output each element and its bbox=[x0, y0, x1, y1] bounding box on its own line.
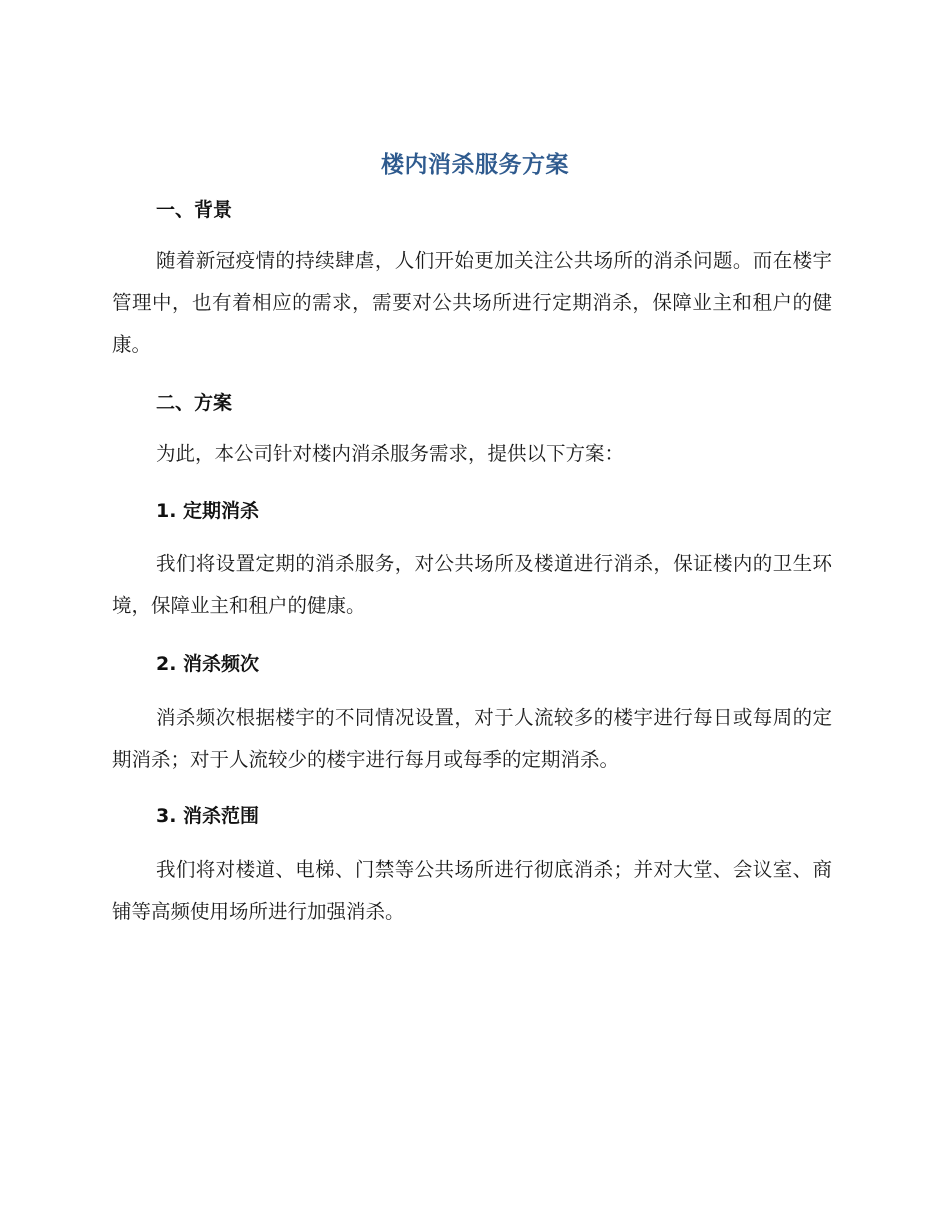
section-heading-plan: 二、方案 bbox=[156, 392, 233, 414]
subheading-disinfection-scope: 3. 消杀范围 bbox=[156, 805, 260, 827]
subheading-disinfection-frequency: 2. 消杀频次 bbox=[156, 653, 260, 675]
paragraph-regular-disinfection: 我们将设置定期的消杀服务，对公共场所及楼道进行消杀，保证楼内的卫生环境，保障业主和租户的健康。 bbox=[112, 552, 832, 617]
document-title: 楼内消杀服务方案 bbox=[381, 152, 569, 178]
paragraph-background: 随着新冠疫情的持续肆虐，人们开始更加关注公共场所的消杀问题。而在楼宇管理中，也有着相应的需求，需要对公共场所进行定期消杀，保障业主和租户的健康。 bbox=[112, 249, 832, 356]
paragraph-disinfection-scope: 我们将对楼道、电梯、门禁等公共场所进行彻底消杀；并对大堂、会议室、商铺等高频使用场所进行加强消杀。 bbox=[112, 858, 832, 923]
subheading-regular-disinfection: 1. 定期消杀 bbox=[156, 500, 260, 522]
paragraph-disinfection-frequency: 消杀频次根据楼宇的不同情况设置，对于人流较多的楼宇进行每日或每周的定期消杀；对于人流较少的楼宇进行每月或每季的定期消杀。 bbox=[112, 706, 832, 771]
paragraph-plan-intro: 为此，本公司针对楼内消杀服务需求，提供以下方案： bbox=[156, 442, 625, 465]
section-heading-background: 一、背景 bbox=[156, 199, 233, 221]
